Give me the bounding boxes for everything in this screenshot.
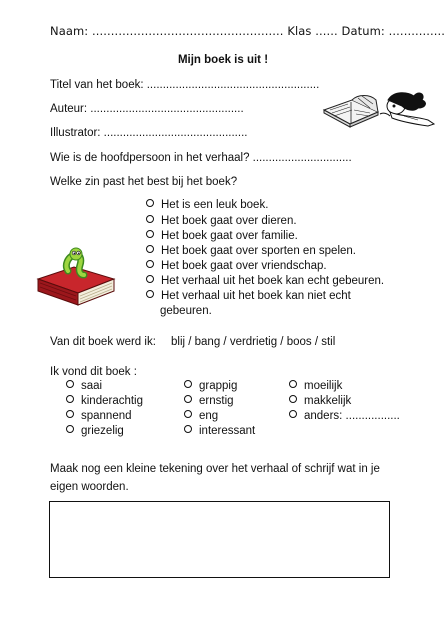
reading-child-illustration: [318, 86, 436, 138]
sentence-option[interactable]: Het boek gaat over dieren.: [146, 215, 297, 227]
radio-circle-icon[interactable]: [146, 260, 154, 268]
drawing-instruction-line1: Maak nog een kleine tekening over het verhaal of schrijf wat in je: [50, 463, 380, 475]
drawing-box[interactable]: [49, 501, 390, 578]
radio-circle-icon[interactable]: [66, 380, 74, 388]
drawing-instruction-line2: eigen woorden.: [50, 481, 129, 493]
found-option[interactable]: grappig: [184, 380, 237, 392]
found-option[interactable]: griezelig: [66, 425, 124, 437]
radio-circle-icon[interactable]: [66, 425, 74, 433]
name-class-date-line[interactable]: Naam: ................................................... Klas ...... Datum: ...............: [50, 24, 445, 38]
radio-circle-icon[interactable]: [146, 245, 154, 253]
radio-circle-icon[interactable]: [66, 395, 74, 403]
feeling-label: Van dit boek werd ik:: [50, 336, 156, 348]
sentence-option[interactable]: Het boek gaat over vriendschap.: [146, 260, 327, 272]
radio-circle-icon[interactable]: [289, 380, 297, 388]
sentence-option[interactable]: Het boek gaat over sporten en spelen.: [146, 245, 356, 257]
page-title: Mijn boek is uit !: [177, 54, 269, 66]
sentence-option[interactable]: Het verhaal uit het boek kan echt gebeuren.: [146, 275, 384, 287]
radio-circle-icon[interactable]: [184, 395, 192, 403]
found-option[interactable]: ernstig: [184, 395, 234, 407]
field-illustrator[interactable]: Illustrator: .............................................: [50, 127, 248, 139]
radio-circle-icon[interactable]: [184, 380, 192, 388]
found-option[interactable]: eng: [184, 410, 218, 422]
sentence-option[interactable]: Het is een leuk boek.: [146, 199, 268, 211]
radio-circle-icon[interactable]: [289, 395, 297, 403]
book-worm-illustration: [34, 245, 118, 309]
radio-circle-icon[interactable]: [289, 410, 297, 418]
field-title[interactable]: Titel van het boek: ......................................................: [50, 79, 320, 91]
found-option[interactable]: moeilijk: [289, 380, 342, 392]
feeling-options[interactable]: blij / bang / verdrietig / boos / stil: [171, 336, 336, 348]
radio-circle-icon[interactable]: [184, 425, 192, 433]
found-option[interactable]: anders: .................: [289, 410, 400, 422]
found-option[interactable]: kinderachtig: [66, 395, 143, 407]
radio-circle-icon[interactable]: [146, 290, 154, 298]
radio-circle-icon[interactable]: [184, 410, 192, 418]
found-option[interactable]: spannend: [66, 410, 132, 422]
radio-circle-icon[interactable]: [146, 199, 154, 207]
field-author[interactable]: Auteur: ................................................: [50, 103, 244, 115]
field-main-character[interactable]: Wie is de hoofdpersoon in het verhaal? ...............................: [50, 152, 352, 164]
sentence-option-continuation: gebeuren.: [160, 305, 212, 317]
sentence-option[interactable]: Het boek gaat over familie.: [146, 230, 298, 242]
radio-circle-icon[interactable]: [146, 230, 154, 238]
found-label: Ik vond dit boek :: [50, 366, 137, 378]
sentence-option[interactable]: Het verhaal uit het boek kan niet echt: [146, 290, 351, 302]
radio-circle-icon[interactable]: [66, 410, 74, 418]
found-option[interactable]: saai: [66, 380, 102, 392]
radio-circle-icon[interactable]: [146, 275, 154, 283]
found-option[interactable]: makkelijk: [289, 395, 351, 407]
question-sentence: Welke zin past het best bij het boek?: [50, 176, 238, 188]
found-option[interactable]: interessant: [184, 425, 255, 437]
radio-circle-icon[interactable]: [146, 215, 154, 223]
